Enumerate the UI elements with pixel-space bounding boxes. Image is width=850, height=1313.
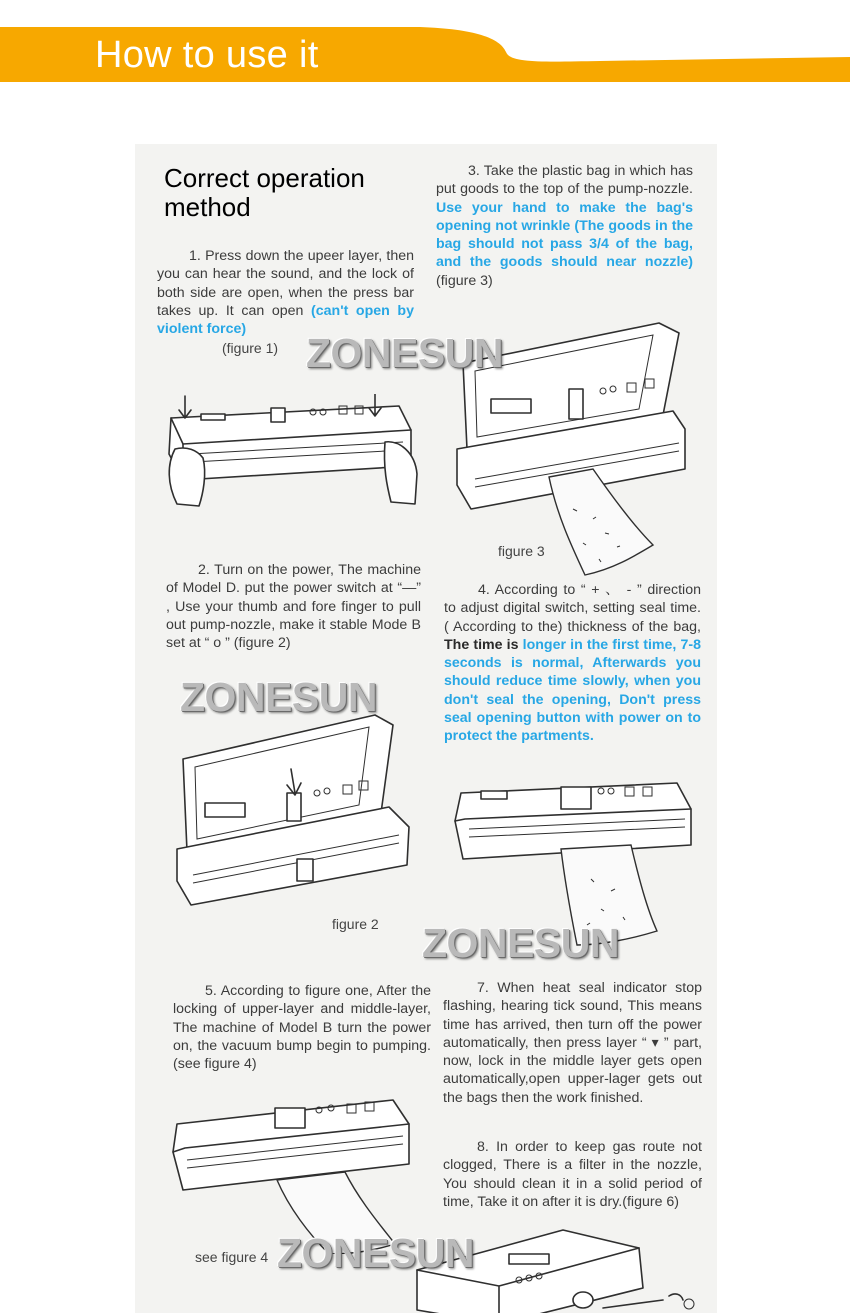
step-2-text: 2. Turn on the power, The machine of Model D. put the power switch at “—” , Use your thumb and fore finger to pull out pump-nozzle, make it stable Mode B set at “ o ” (figure 2)	[166, 562, 421, 652]
step-3-suffix: (figure 3)	[436, 272, 493, 289]
figure-3-caption: figure 3	[498, 543, 545, 559]
step-4-text: 4. According to “ + 、 - ” direction to adjust digital switch, setting seal time.( According to the) thickness of the bag,	[444, 582, 701, 635]
watermark-4: ZONESUN	[277, 1230, 474, 1276]
step-2	[166, 561, 421, 652]
step-7-text: 7. When heat seal indicator stop flashing, hearing tick sound, This means time has arrived, then turn off the power automatically, then press layer “ ▾ ” part, now, lock in the middle layer gets open automatically,open upper-lager gets out the bags then the work finished.	[443, 980, 702, 1106]
step-8	[443, 1138, 702, 1211]
manual-page	[135, 144, 717, 1313]
figure-2-illustration	[175, 709, 415, 914]
step-3-text: 3. Take the plastic bag in which has put goods to the top of the pump-nozzle.	[436, 163, 693, 198]
figure-4-caption: see figure 4	[195, 1249, 269, 1265]
step-8-text: 8. In order to keep gas route not clogged, There is a filter in the nozzle, You should clean it in a solid period of time, Take it on after it is dry.(figure 6)	[443, 1139, 702, 1210]
step-4-highlight: longer in the first time, 7-8 seconds is normal, Afterwards you should reduce time slowly, when you don't seal the opening, Don't press seal opening button with power on to protect the partments.	[444, 636, 701, 745]
watermark-1: ZONESUN	[306, 330, 503, 376]
watermark-2: ZONESUN	[180, 674, 377, 720]
step-1-caption: (figure 1)	[222, 340, 279, 356]
watermark-3: ZONESUN	[422, 920, 619, 966]
step-4	[444, 581, 701, 746]
step-3	[436, 162, 693, 290]
step-1-text: 1. Press down the upeer layer, then you can hear the sound, and the lock of both side are open, when the press bar takes up. It can open	[157, 248, 414, 319]
step-7	[443, 979, 702, 1107]
manual-heading: Correct operation method	[164, 163, 365, 222]
header-banner	[0, 0, 850, 90]
step-1-warning: (can't open by violent force)	[157, 302, 414, 338]
banner-title: How to use it	[95, 34, 319, 76]
step-3-highlight: Use your hand to make the bag's opening not wrinkle (The goods in the bag should not pass 3/4 of the bag, and the goods should near nozzle)	[436, 199, 693, 271]
step-4-bold: The time is	[444, 636, 519, 653]
step-5-text: 5. According to figure one, After the locking of upper-layer and middle-layer, The machine of Model B turn the power on, the vacuum bump begin to pumping.(see figure 4)	[173, 983, 431, 1073]
step-5	[173, 982, 431, 1073]
figure-1-illustration	[163, 394, 423, 529]
step-1	[157, 247, 414, 338]
figure-2-caption: figure 2	[332, 916, 379, 932]
